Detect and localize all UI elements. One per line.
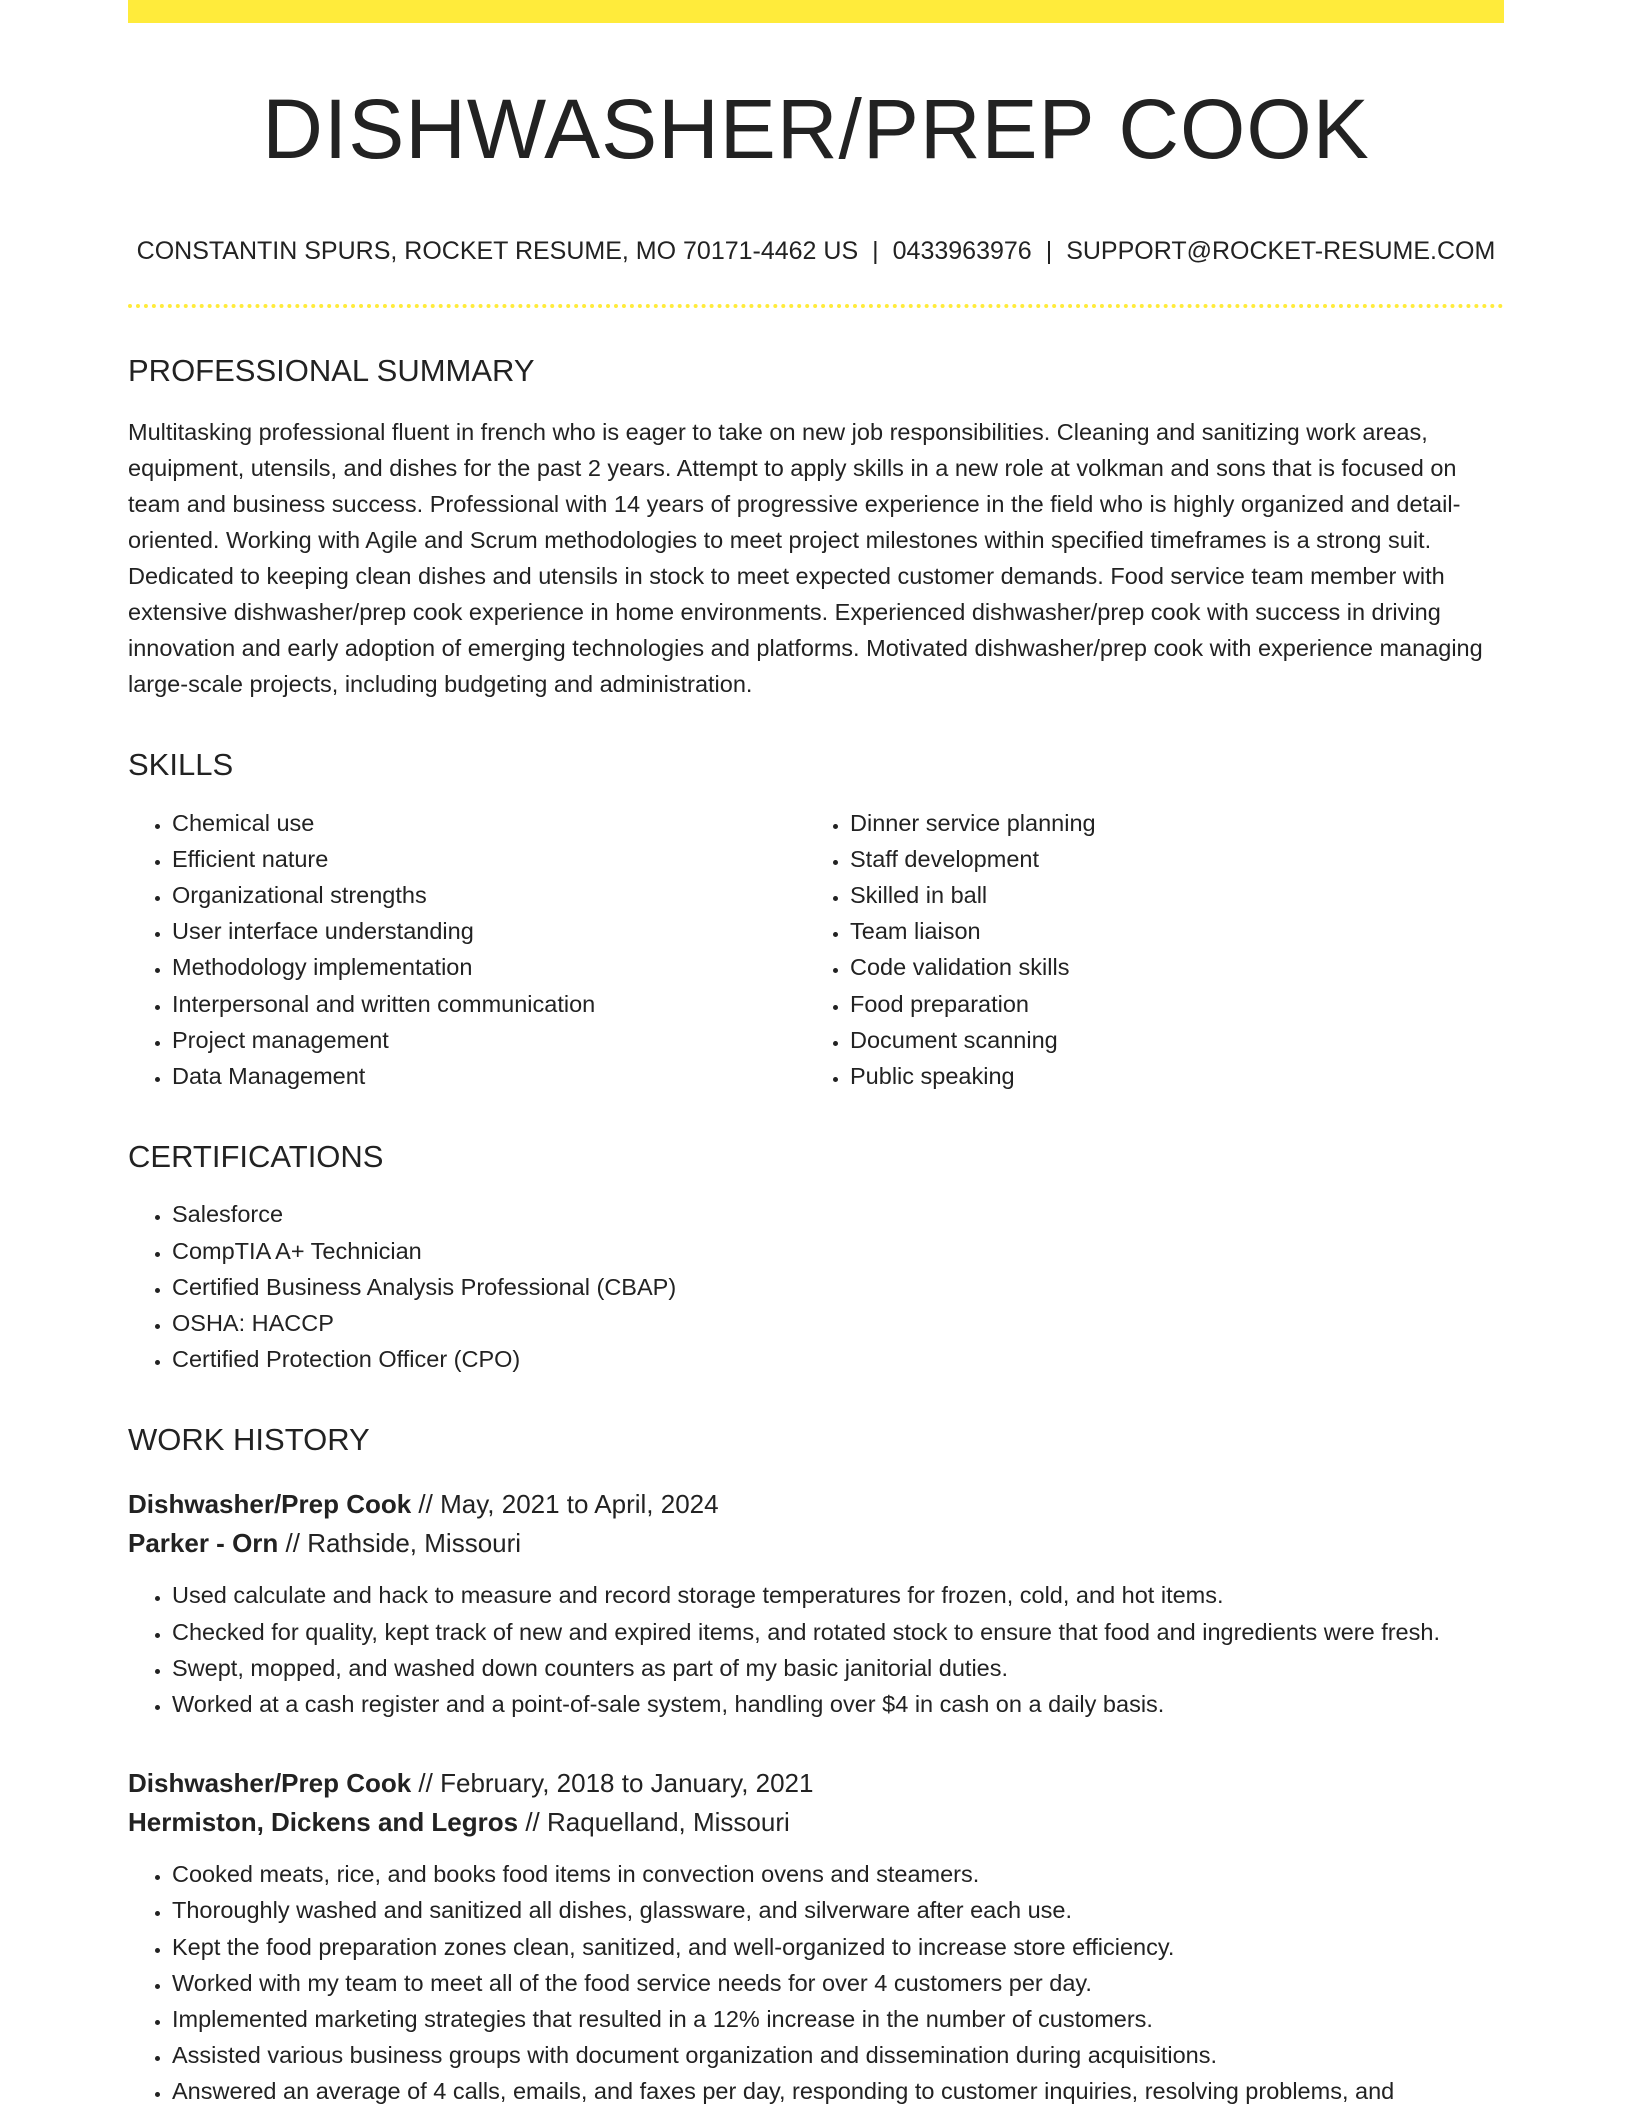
skill-item: • Data Management bbox=[172, 1058, 806, 1094]
certifications-list bbox=[128, 1196, 1504, 1377]
contact-separator: | bbox=[872, 237, 879, 266]
job-bullets bbox=[128, 1577, 1504, 1722]
job-bullet: • Worked at a cash register and a point-of-sale system, handling over $4 in cash on a daily basis. bbox=[172, 1686, 1504, 1722]
job-bullet: • Thoroughly washed and sanitized all dishes, glassware, and silverware after each use. bbox=[172, 1892, 1504, 1928]
skill-item: • Skilled in ball bbox=[850, 877, 1484, 913]
job-employer-line bbox=[128, 1524, 1504, 1563]
certification-item: • Certified Business Analysis Professional (CBAP) bbox=[172, 1269, 1504, 1305]
job-bullet: • Cooked meats, rice, and books food items in convection ovens and steamers. bbox=[172, 1856, 1504, 1892]
skill-item: • Efficient nature bbox=[172, 841, 806, 877]
skill-item: • Project management bbox=[172, 1022, 806, 1058]
skills-column-left bbox=[128, 805, 806, 1095]
skill-item: • Dinner service planning bbox=[850, 805, 1484, 841]
summary-heading: PROFESSIONAL SUMMARY bbox=[128, 353, 535, 389]
certification-item: • Certified Protection Officer (CPO) bbox=[172, 1341, 1504, 1377]
top-accent-bar bbox=[128, 0, 1504, 23]
contact-separator: | bbox=[1045, 237, 1053, 266]
certifications-heading: CERTIFICATIONS bbox=[128, 1139, 384, 1175]
skill-item: • Staff development bbox=[850, 841, 1484, 877]
resume-title: DISHWASHER/PREP COOK bbox=[262, 82, 1370, 176]
job-entry bbox=[128, 1764, 1504, 2109]
job-title: Dishwasher/Prep Cook bbox=[128, 1768, 412, 1799]
skill-item: • Team liaison bbox=[850, 913, 1484, 949]
contact-address: CONSTANTIN SPURS, ROCKET RESUME, MO 70171-4462 US bbox=[136, 237, 859, 266]
job-bullet: • Kept the food preparation zones clean, sanitized, and well-organized to increase store efficiency. bbox=[172, 1929, 1504, 1965]
skills-list bbox=[128, 805, 1504, 1095]
contact-line bbox=[128, 237, 1504, 266]
job-title: Dishwasher/Prep Cook bbox=[128, 1489, 412, 1520]
skill-item: • Code validation skills bbox=[850, 949, 1484, 985]
resume-page bbox=[128, 0, 1504, 2110]
job-bullets bbox=[128, 1856, 1504, 2109]
job-bullet: • Checked for quality, kept track of new and expired items, and rotated stock to ensure that food and ingredients were fresh. bbox=[172, 1614, 1504, 1650]
job-title-line bbox=[128, 1485, 1504, 1524]
job-bullet: • Implemented marketing strategies that resulted in a 12% increase in the number of customers. bbox=[172, 2001, 1504, 2037]
skill-item: • Document scanning bbox=[850, 1022, 1484, 1058]
job-bullet: • Used calculate and hack to measure and record storage temperatures for frozen, cold, and hot items. bbox=[172, 1577, 1504, 1613]
job-bullet: • Worked with my team to meet all of the food service needs for over 4 customers per day. bbox=[172, 1965, 1504, 2001]
skill-item: • Public speaking bbox=[850, 1058, 1484, 1094]
skill-item: • Methodology implementation bbox=[172, 949, 806, 985]
job-bullet: • Answered an average of 4 calls, emails, and faxes per day, responding to customer inquiries, resolving problems, and bbox=[172, 2073, 1504, 2109]
contact-email[interactable]: SUPPORT@ROCKET-RESUME.COM bbox=[1066, 237, 1496, 266]
skill-item: • Organizational strengths bbox=[172, 877, 806, 913]
certification-item: • CompTIA A+ Technician bbox=[172, 1233, 1504, 1269]
skill-item: • User interface understanding bbox=[172, 913, 806, 949]
job-dates: // February, 2018 to January, 2021 bbox=[411, 1768, 814, 1799]
skills-column-right bbox=[806, 805, 1484, 1095]
skills-heading: SKILLS bbox=[128, 747, 234, 783]
work-history-heading: WORK HISTORY bbox=[128, 1422, 370, 1458]
job-employer: Hermiston, Dickens and Legros bbox=[128, 1807, 519, 1838]
job-location: // Rathside, Missouri bbox=[278, 1528, 522, 1559]
job-bullet: • Assisted various business groups with document organization and dissemination during acquisitions. bbox=[172, 2037, 1504, 2073]
skill-item: • Interpersonal and written communication bbox=[172, 986, 806, 1022]
job-employer: Parker - Orn bbox=[128, 1528, 279, 1559]
certification-item: • OSHA: HACCP bbox=[172, 1305, 1504, 1341]
job-entry bbox=[128, 1485, 1504, 1722]
skill-item: • Chemical use bbox=[172, 805, 806, 841]
job-location: // Raquelland, Missouri bbox=[518, 1807, 790, 1838]
skill-item: • Food preparation bbox=[850, 986, 1484, 1022]
certification-item: • Salesforce bbox=[172, 1196, 1504, 1232]
summary-text: Multitasking professional fluent in french who is eager to take on new job responsibilities. Cleaning and sanitizing work areas, equipment, utensils, and dishes for the past 2 years. Attempt to apply skills in a new role at volkman and sons that is focused on team and business success. Professional with 14 years of progressive experience in the field who is highly organized and detail-oriented. Working with Agile and Scrum methodologies to meet project milestones within specified timeframes is a strong suit. Dedicated to keeping clean dishes and utensils in stock to meet expected customer demands. Food service team member with extensive dishwasher/prep cook experience in home environments. Experienced dishwasher/prep cook with success in driving innovation and early adoption of emerging technologies and platforms. Motivated dishwasher/prep cook with experience managing large-scale projects, including budgeting and administration. bbox=[128, 419, 1483, 698]
contact-phone[interactable]: 0433963976 bbox=[892, 237, 1032, 266]
job-title-line bbox=[128, 1764, 1504, 1803]
job-dates: // May, 2021 to April, 2024 bbox=[411, 1489, 719, 1520]
job-bullet: • Swept, mopped, and washed down counters as part of my basic janitorial duties. bbox=[172, 1650, 1504, 1686]
dotted-divider bbox=[128, 304, 1504, 308]
job-employer-line bbox=[128, 1803, 1504, 1842]
